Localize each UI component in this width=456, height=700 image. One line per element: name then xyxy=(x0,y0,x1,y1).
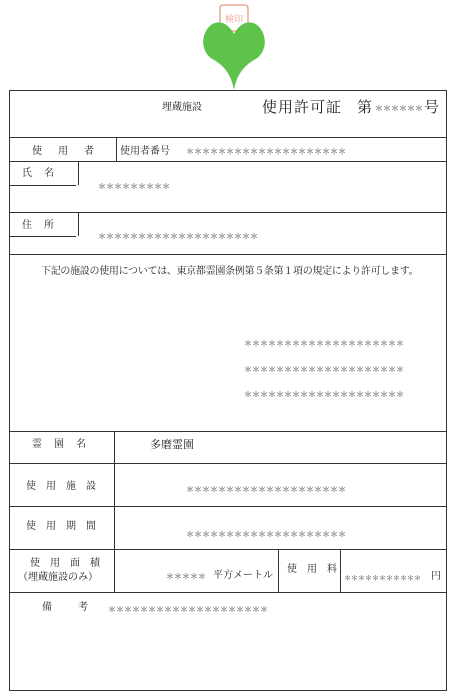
divider xyxy=(340,549,341,592)
fee-unit: 円 xyxy=(431,571,441,582)
permit-statement: 下記の施設の使用については、東京都霊園条例第５条第１項の規定により許可します。 xyxy=(41,266,419,277)
divider xyxy=(10,592,446,593)
issuer-line-2: ＊＊＊＊＊＊＊＊＊＊＊＊＊＊＊＊＊＊＊＊ xyxy=(244,365,404,374)
area-value: ＊＊＊＊＊ xyxy=(166,572,206,581)
address-label: 住 所 xyxy=(22,220,55,231)
permit-number-prefix: 第 xyxy=(357,98,373,116)
permit-number-suffix: 号 xyxy=(424,98,440,116)
cemetery-value: 多磨霊園 xyxy=(150,438,194,451)
issuer-line-1: ＊＊＊＊＊＊＊＊＊＊＊＊＊＊＊＊＊＊＊＊ xyxy=(244,339,404,348)
divider xyxy=(10,236,76,237)
divider xyxy=(114,463,115,506)
name-value: ＊＊＊＊＊＊＊＊＊ xyxy=(98,182,170,191)
divider xyxy=(10,463,446,464)
user-label: 使 用 者 xyxy=(32,146,97,157)
user-number-value: ＊＊＊＊＊＊＊＊＊＊＊＊＊＊＊＊＊＊＊＊ xyxy=(186,147,346,156)
document-title: 使用許可証 xyxy=(262,98,343,116)
divider xyxy=(10,161,446,162)
user-number-label: 使用者番号 xyxy=(120,146,170,157)
cemetery-label: 霊 園 名 xyxy=(32,439,87,450)
area-label: 使 用 面 積 xyxy=(30,558,100,569)
address-value: ＊＊＊＊＊＊＊＊＊＊＊＊＊＊＊＊＊＊＊＊ xyxy=(98,232,258,241)
tokyo-ginkgo-icon xyxy=(200,14,268,90)
divider xyxy=(116,137,117,161)
divider xyxy=(78,161,79,185)
period-label: 使 用 期 間 xyxy=(26,521,96,532)
area-unit: 平方メートル xyxy=(213,570,273,581)
period-value: ＊＊＊＊＊＊＊＊＊＊＊＊＊＊＊＊＊＊＊＊ xyxy=(186,530,346,539)
divider xyxy=(10,549,446,550)
divider xyxy=(10,185,76,186)
facility-label: 使 用 施 設 xyxy=(26,481,96,492)
divider xyxy=(10,506,446,507)
facility-value: ＊＊＊＊＊＊＊＊＊＊＊＊＊＊＊＊＊＊＊＊ xyxy=(186,485,346,494)
svg-text:検印: 検印 xyxy=(224,15,244,25)
fee-value: ＊＊＊＊＊＊＊＊＊＊＊ xyxy=(344,574,421,582)
divider xyxy=(78,212,79,236)
divider xyxy=(10,254,446,255)
fee-label: 使 用 料 xyxy=(287,564,337,575)
issuer-line-3: ＊＊＊＊＊＊＊＊＊＊＊＊＊＊＊＊＊＊＊＊ xyxy=(244,390,404,399)
permit-form xyxy=(9,90,447,691)
divider xyxy=(10,431,446,432)
divider xyxy=(114,431,115,463)
name-label: 氏 名 xyxy=(22,168,55,179)
divider xyxy=(278,549,279,592)
area-label-note: （埋蔵施設のみ） xyxy=(18,572,98,583)
divider xyxy=(114,549,115,592)
facility-type-label: 埋蔵施設 xyxy=(162,102,202,113)
permit-number-value: ＊＊＊＊＊＊ xyxy=(375,104,423,113)
divider xyxy=(10,137,446,138)
divider xyxy=(10,212,446,213)
remarks-label: 備 考 xyxy=(42,602,90,613)
remarks-value: ＊＊＊＊＊＊＊＊＊＊＊＊＊＊＊＊＊＊＊＊ xyxy=(108,605,268,614)
divider xyxy=(114,506,115,549)
